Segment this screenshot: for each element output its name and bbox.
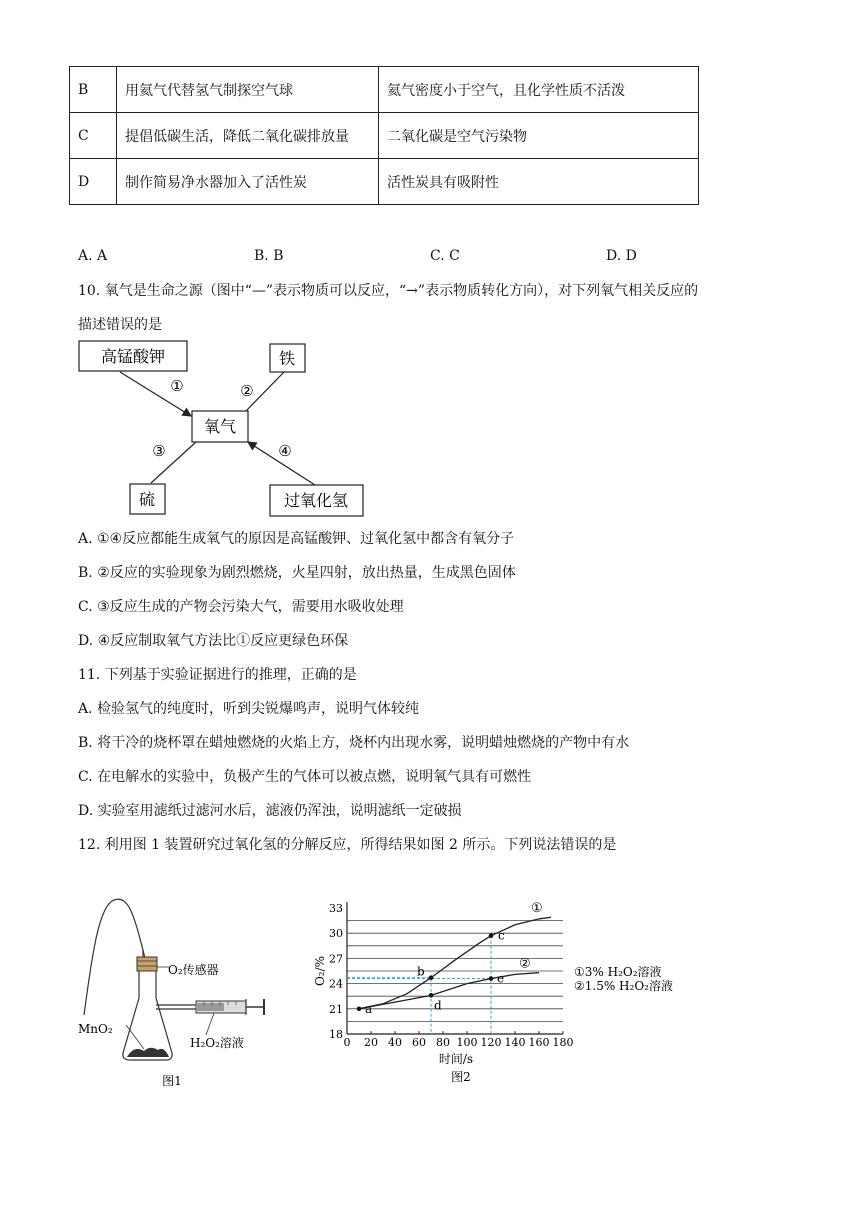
catalyst-label: MnO₂ bbox=[78, 1022, 113, 1036]
table-cell-reason: 二氧化碳是空气污染物 bbox=[379, 113, 699, 159]
data-point-e bbox=[489, 976, 494, 981]
table-cell-practice: 提倡低碳生活，降低二氧化碳排放量 bbox=[117, 113, 379, 159]
kmno4-label: 高锰酸钾 bbox=[100, 347, 166, 366]
chart-xlabel: 时间/s bbox=[438, 1052, 474, 1066]
x-tick-label: 100 bbox=[456, 1036, 478, 1049]
figure-1-caption: 图1 bbox=[162, 1074, 182, 1088]
table-row bbox=[70, 67, 699, 113]
q10-option-d: D. ④反应制取氧气方法比①反应更绿色环保 bbox=[78, 633, 349, 649]
y-tick-label: 24 bbox=[329, 977, 343, 991]
series-marker-1: ① bbox=[531, 901, 543, 917]
legend-series-1: ①3% H₂O₂溶液 bbox=[574, 965, 662, 979]
data-point-d bbox=[429, 993, 434, 998]
data-point-a bbox=[357, 1007, 362, 1012]
table-cell-label: D bbox=[70, 159, 117, 205]
sensor-label: O₂传感器 bbox=[168, 963, 219, 977]
table-cell-practice: 用氦气代替氢气制探空气球 bbox=[117, 67, 379, 113]
q12-stem: 12. 利用图 1 装置研究过氧化氢的分解反应，所得结果如图 2 所示。下列说法错误的是 bbox=[78, 837, 617, 853]
reaction-4-label: ④ bbox=[278, 442, 292, 460]
figure-2-caption: 图2 bbox=[451, 1070, 471, 1084]
table-cell-label: B bbox=[70, 67, 117, 113]
answer-table bbox=[69, 66, 699, 205]
q11-option-c: C. 在电解水的实验中，负极产生的气体可以被点燃，说明氧气具有可燃性 bbox=[78, 769, 532, 785]
solution-label: H₂O₂溶液 bbox=[190, 1036, 244, 1050]
q10-stem-line2: 描述错误的是 bbox=[78, 317, 162, 333]
h2o2-label: 过氧化氢 bbox=[283, 491, 349, 510]
data-point-b bbox=[429, 975, 434, 980]
q11-option-b: B. 将干冷的烧杯罩在蜡烛燃烧的火焰上方，烧杯内出现水雾，说明蜡烛燃烧的产物中有水 bbox=[78, 735, 630, 751]
point-label-d: d bbox=[434, 998, 442, 1013]
data-point-c bbox=[489, 933, 494, 938]
x-tick-label: 140 bbox=[504, 1036, 526, 1049]
point-label-b: b bbox=[417, 964, 425, 979]
y-tick-label: 27 bbox=[329, 952, 343, 966]
x-tick-label: 0 bbox=[343, 1036, 351, 1049]
q9-option-c: C. C bbox=[430, 248, 460, 264]
y-tick-label: 21 bbox=[329, 1002, 343, 1016]
x-tick-label: 60 bbox=[412, 1036, 426, 1049]
x-tick-label: 20 bbox=[364, 1036, 378, 1049]
oxygen-reaction-diagram bbox=[75, 338, 375, 520]
iron-label: 铁 bbox=[278, 349, 296, 368]
table-cell-label: C bbox=[70, 113, 117, 159]
reaction-1-label: ① bbox=[170, 377, 184, 395]
point-label-a: a bbox=[365, 1001, 373, 1016]
x-tick-label: 80 bbox=[436, 1036, 450, 1049]
q10-option-b: B. ②反应的实验现象为剧烈燃烧，火星四射，放出热量，生成黑色固体 bbox=[78, 565, 516, 581]
table-cell-reason: 活性炭具有吸附性 bbox=[379, 159, 699, 205]
series-marker-2: ② bbox=[519, 956, 531, 972]
point-label-c: c bbox=[498, 928, 505, 943]
q9-option-d: D. D bbox=[606, 248, 637, 264]
table-row bbox=[70, 113, 699, 159]
oxygen-label: 氧气 bbox=[203, 417, 237, 436]
table-row bbox=[70, 159, 699, 205]
point-label-e: e bbox=[497, 971, 505, 986]
legend-series-2: ②1.5% H₂O₂溶液 bbox=[574, 979, 673, 993]
x-tick-label: 40 bbox=[388, 1036, 402, 1049]
chart-ylabel: O₂/% bbox=[313, 955, 327, 987]
q9-option-b: B. B bbox=[254, 248, 284, 264]
q10-option-c: C. ③反应生成的产物会污染大气，需要用水吸收处理 bbox=[78, 599, 404, 615]
q11-option-a: A. 检验氢气的纯度时，听到尖锐爆鸣声，说明气体较纯 bbox=[78, 701, 420, 717]
table-cell-reason: 氦气密度小于空气，且化学性质不活泼 bbox=[379, 67, 699, 113]
x-tick-label: 160 bbox=[528, 1036, 550, 1049]
reaction-2-label: ② bbox=[240, 382, 254, 400]
q11-stem: 11. 下列基于实验证据进行的推理，正确的是 bbox=[78, 667, 357, 683]
table-cell-practice: 制作简易净水器加入了活性炭 bbox=[117, 159, 379, 205]
y-tick-label: 30 bbox=[329, 927, 343, 941]
sulfur-label: 硫 bbox=[138, 490, 156, 509]
figure-1-apparatus bbox=[74, 895, 304, 1090]
reaction-3-label: ③ bbox=[152, 442, 166, 460]
q9-option-a: A. A bbox=[78, 248, 108, 264]
q10-stem-line1: 10. 氧气是生命之源（图中“—”表示物质可以反应，“→”表示物质转化方向），对下列氧气相关反应的 bbox=[78, 283, 699, 299]
x-tick-label: 180 bbox=[552, 1036, 574, 1049]
y-tick-label: 33 bbox=[329, 902, 343, 915]
q11-option-d: D. 实验室用滤纸过滤河水后，滤液仍浑浊，说明滤纸一定破损 bbox=[78, 803, 462, 819]
y-tick-label: 18 bbox=[329, 1028, 343, 1041]
q10-option-a: A. ①④反应都能生成氧气的原因是高锰酸钾、过氧化氢中都含有氧分子 bbox=[78, 531, 515, 547]
figure-2-chart bbox=[306, 895, 696, 1090]
x-tick-label: 120 bbox=[480, 1036, 502, 1049]
